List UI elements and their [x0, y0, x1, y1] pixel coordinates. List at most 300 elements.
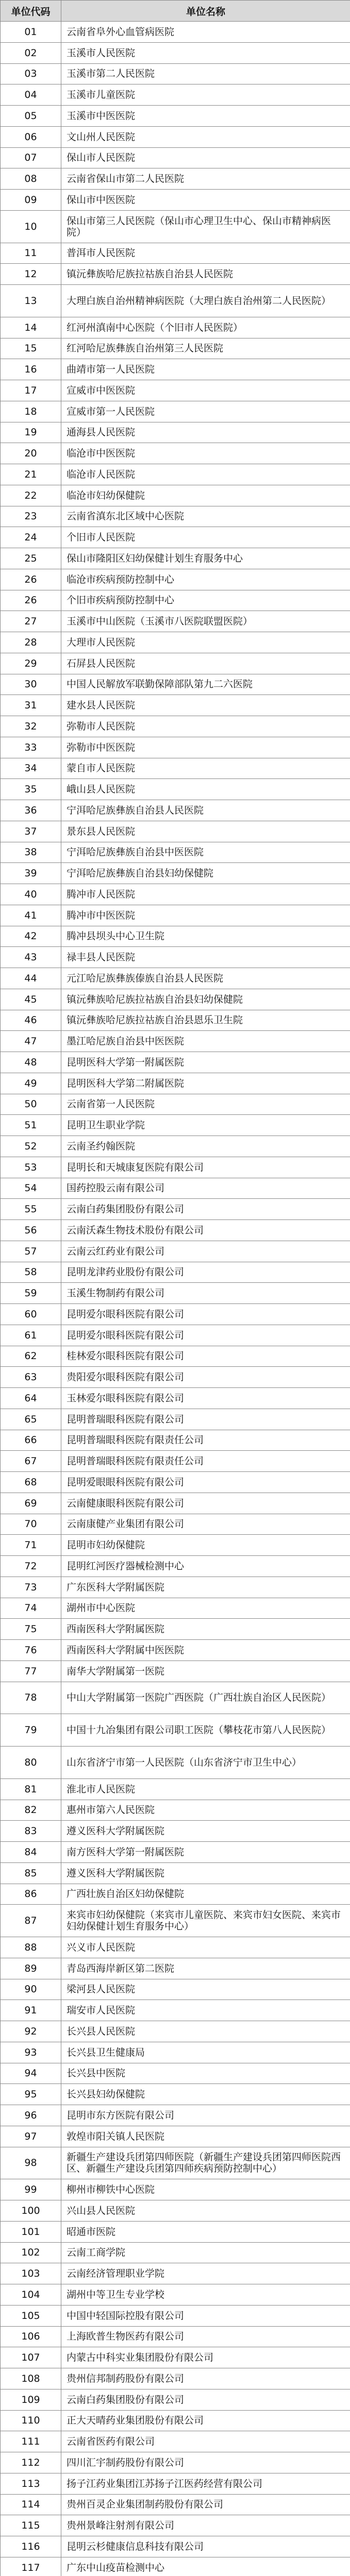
- unit-name-cell: 内蒙古中科实业集团股份有限公司: [61, 2347, 350, 2368]
- table-row: [1, 590, 350, 611]
- unit-name-cell: 镇沅彝族哈尼族拉祜族自治县恩乐卫生院: [61, 1010, 350, 1031]
- unit-code-cell: 92: [1, 2021, 61, 2042]
- unit-code-cell: 45: [1, 989, 61, 1010]
- unit-code-cell: 84: [1, 1842, 61, 1863]
- table-row: [1, 338, 350, 359]
- unit-code-cell: 113: [1, 2473, 61, 2494]
- unit-name-cell: 腾冲县坝头中心卫生院: [61, 926, 350, 947]
- table-row: [1, 1884, 350, 1905]
- unit-code-cell: 56: [1, 1220, 61, 1241]
- table-row: [1, 1862, 350, 1884]
- unit-name-cell: 广西壮族自治区妇幼保健院: [61, 1884, 350, 1905]
- unit-code-cell: 42: [1, 926, 61, 947]
- unit-name-cell: 昭通市医院: [61, 2221, 350, 2242]
- unit-name-cell: 广东中山疫苗检测中心: [61, 2557, 350, 2576]
- unit-code-cell: 14: [1, 317, 61, 338]
- unit-name-cell: 云南工商学院: [61, 2242, 350, 2263]
- table-row: [1, 1842, 350, 1863]
- unit-code-cell: 09: [1, 190, 61, 211]
- unit-name-cell: 昆明爱尔眼科医院有限公司: [61, 1325, 350, 1346]
- unit-code-cell: 54: [1, 1178, 61, 1199]
- unit-code-cell: 01: [1, 22, 61, 43]
- unit-code-cell: 110: [1, 2410, 61, 2431]
- unit-name-cell: 中国中轻国际控股有限公司: [61, 2305, 350, 2326]
- unit-code-cell: 95: [1, 2084, 61, 2105]
- unit-code-cell: 35: [1, 779, 61, 800]
- unit-code-cell: 04: [1, 84, 61, 106]
- unit-name-cell: 元江哈尼族彝族傣族自治县人民医院: [61, 968, 350, 989]
- table-row: [1, 2494, 350, 2515]
- unit-name-cell: 昆明爱眼眼科医院有限公司: [61, 1472, 350, 1493]
- table-row: [1, 380, 350, 401]
- unit-code-cell: 47: [1, 1031, 61, 1052]
- unit-name-cell: 昆明市妇幼保健院: [61, 1535, 350, 1556]
- unit-name-cell: 临沧市中医医院: [61, 443, 350, 464]
- table-row: [1, 1619, 350, 1640]
- table-row: [1, 126, 350, 147]
- unit-name-cell: 青岛西海岸新区第二医院: [61, 1958, 350, 1979]
- unit-name-cell: 兴义市人民医院: [61, 1937, 350, 1958]
- unit-code-cell: 51: [1, 1115, 61, 1136]
- unit-name-cell: 云南圣约翰医院: [61, 1136, 350, 1157]
- unit-name-cell: 宁洱哈尼族彝族自治县妇幼保健院: [61, 863, 350, 884]
- table-row: [1, 821, 350, 842]
- unit-code-cell: 62: [1, 1346, 61, 1367]
- table-row: [1, 1115, 350, 1136]
- unit-code-cell: 66: [1, 1430, 61, 1451]
- table-row: [1, 548, 350, 569]
- unit-name-cell: 腾冲市人民医院: [61, 884, 350, 905]
- unit-name-cell: 保山市隆阳区妇幼保健计划生育服务中心: [61, 548, 350, 569]
- unit-code-cell: 18: [1, 401, 61, 422]
- unit-code-cell: 69: [1, 1493, 61, 1514]
- unit-code-cell: 109: [1, 2389, 61, 2410]
- unit-name-cell: 景东县人民医院: [61, 821, 350, 842]
- table-row: [1, 632, 350, 653]
- unit-name-cell: 柳州市柳铁中心医院: [61, 2179, 350, 2200]
- table-row: [1, 1493, 350, 1514]
- table-row: [1, 1577, 350, 1598]
- unit-name-cell: 长兴县妇幼保健院: [61, 2084, 350, 2105]
- table-row: [1, 2557, 350, 2576]
- unit-name-cell: 镇沅彝族哈尼族拉祜族自治县人民医院: [61, 264, 350, 285]
- table-row: [1, 2063, 350, 2084]
- unit-name-cell: 遵义医科大学附属医院: [61, 1862, 350, 1884]
- table-row: [1, 210, 350, 243]
- table-row: [1, 1010, 350, 1031]
- unit-name-cell: 西南医科大学附属中医医院: [61, 1640, 350, 1661]
- unit-code-cell: 80: [1, 1747, 61, 1779]
- unit-name-cell: 山东省济宁市第一人民医院（山东省济宁市卫生中心）: [61, 1747, 350, 1779]
- header-row: [1, 1, 350, 22]
- unit-code-cell: 89: [1, 1958, 61, 1979]
- table-row: [1, 168, 350, 190]
- table-row: [1, 1199, 350, 1220]
- table-row: [1, 716, 350, 737]
- table-row: [1, 2452, 350, 2473]
- unit-name-cell: 昆明市东方医院有限公司: [61, 2105, 350, 2126]
- table-row: [1, 1778, 350, 1800]
- table-row: [1, 1451, 350, 1472]
- table-row: [1, 2084, 350, 2105]
- unit-code-cell: 88: [1, 1937, 61, 1958]
- table-row: [1, 2431, 350, 2452]
- unit-code-cell: 07: [1, 147, 61, 168]
- unit-name-cell: 大理市人民医院: [61, 632, 350, 653]
- unit-name-cell: 曲靖市第一人民医院: [61, 359, 350, 380]
- unit-name-cell: 保山市人民医院: [61, 147, 350, 168]
- unit-name-cell: 云南经济管理职业学院: [61, 2263, 350, 2284]
- unit-code-cell: 83: [1, 1821, 61, 1842]
- unit-code-cell: 115: [1, 2515, 61, 2536]
- unit-name-cell: 文山州人民医院: [61, 126, 350, 147]
- unit-name-cell: 昆明长和天城康复医院有限公司: [61, 1157, 350, 1178]
- unit-name-cell: 玉溪市中医医院: [61, 106, 350, 127]
- unit-code-cell: 26: [1, 590, 61, 611]
- table-row: [1, 1747, 350, 1779]
- unit-code-cell: 116: [1, 2536, 61, 2557]
- unit-code-cell: 17: [1, 380, 61, 401]
- unit-code-cell: 94: [1, 2063, 61, 2084]
- unit-code-cell: 19: [1, 422, 61, 443]
- unit-code-cell: 49: [1, 1073, 61, 1094]
- table-row: [1, 2242, 350, 2263]
- unit-name-cell: 玉溪市第二人民医院: [61, 63, 350, 84]
- table-row: [1, 947, 350, 968]
- table-row: [1, 2221, 350, 2242]
- table-row: [1, 2326, 350, 2347]
- unit-name-cell: 临沧市人民医院: [61, 464, 350, 485]
- unit-code-cell: 41: [1, 905, 61, 926]
- unit-name-cell: 镇沅彝族哈尼族拉祜族自治县妇幼保健院: [61, 989, 350, 1010]
- unit-name-cell: 瑞安市人民医院: [61, 2000, 350, 2021]
- table-row: [1, 2000, 350, 2021]
- unit-code-cell: 101: [1, 2221, 61, 2242]
- unit-code-cell: 25: [1, 548, 61, 569]
- table-row: [1, 1472, 350, 1493]
- unit-code-cell: 39: [1, 863, 61, 884]
- table-row: [1, 243, 350, 264]
- unit-code-cell: 21: [1, 464, 61, 485]
- unit-code-cell: 87: [1, 1905, 61, 1937]
- table-row: [1, 1800, 350, 1821]
- unit-name-cell: 南华大学附属第一医院: [61, 1660, 350, 1682]
- unit-name-cell: 通海县人民医院: [61, 422, 350, 443]
- table-row: [1, 190, 350, 211]
- table-row: [1, 1304, 350, 1325]
- unit-name-cell: 云南省保山市第二人民医院: [61, 168, 350, 190]
- table-row: [1, 485, 350, 506]
- table-row: [1, 1535, 350, 1556]
- unit-code-cell: 74: [1, 1598, 61, 1619]
- unit-code-cell: 68: [1, 1472, 61, 1493]
- table-row: [1, 1367, 350, 1388]
- table-row: [1, 863, 350, 884]
- unit-code-cell: 61: [1, 1325, 61, 1346]
- table-row: [1, 527, 350, 548]
- table-row: [1, 2389, 350, 2410]
- table-row: [1, 737, 350, 758]
- table-row: [1, 1094, 350, 1115]
- unit-name-cell: 玉溪市儿童医院: [61, 84, 350, 106]
- unit-name-cell: 中国十九冶集团有限公司职工医院（攀枝花市第八人民医院）: [61, 1714, 350, 1747]
- unit-name-cell: 云南省第一人民医院: [61, 1094, 350, 1115]
- table-row: [1, 2263, 350, 2284]
- table-row: [1, 1640, 350, 1661]
- unit-name-cell: 禄丰县人民医院: [61, 947, 350, 968]
- unit-name-cell: 中国人民解放军联勤保障部队第九二六医院: [61, 674, 350, 695]
- unit-code-cell: 28: [1, 632, 61, 653]
- table-row: [1, 1283, 350, 1304]
- table-row: [1, 84, 350, 106]
- unit-code-cell: 112: [1, 2452, 61, 2473]
- unit-name-cell: 宣威市第一人民医院: [61, 401, 350, 422]
- unit-name-cell: 长兴县卫生健康局: [61, 2042, 350, 2063]
- table-row: [1, 1262, 350, 1283]
- table-row: [1, 42, 350, 63]
- unit-code-cell: 58: [1, 1262, 61, 1283]
- table-row: [1, 1409, 350, 1430]
- table-row: [1, 1325, 350, 1346]
- unit-code-cell: 29: [1, 653, 61, 674]
- table-row: [1, 2347, 350, 2368]
- table-row: [1, 1714, 350, 1747]
- unit-code-cell: 64: [1, 1388, 61, 1409]
- table-row: [1, 884, 350, 905]
- table-row: [1, 674, 350, 695]
- unit-code-cell: 53: [1, 1157, 61, 1178]
- unit-code-cell: 36: [1, 800, 61, 821]
- unit-code-cell: 52: [1, 1136, 61, 1157]
- table-row: [1, 1136, 350, 1157]
- table-row: [1, 989, 350, 1010]
- unit-code-cell: 78: [1, 1682, 61, 1714]
- table-row: [1, 1660, 350, 1682]
- unit-code-cell: 70: [1, 1514, 61, 1535]
- table-row: [1, 926, 350, 947]
- unit-code-cell: 105: [1, 2305, 61, 2326]
- unit-name-cell: 云南省阜外心血管病医院: [61, 22, 350, 43]
- table-row: [1, 1979, 350, 2000]
- table-row: [1, 1514, 350, 1535]
- unit-code-cell: 46: [1, 1010, 61, 1031]
- unit-name-cell: 贵州百灵企业集团制药股份有限公司: [61, 2494, 350, 2515]
- unit-code-cell: 102: [1, 2242, 61, 2263]
- unit-name-cell: 玉林爱尔眼科医院有限公司: [61, 1388, 350, 1409]
- unit-name-cell: 蒙自市人民医院: [61, 758, 350, 779]
- unit-code-cell: 10: [1, 210, 61, 243]
- unit-code-cell: 93: [1, 2042, 61, 2063]
- table-row: [1, 2410, 350, 2431]
- unit-name-cell: 昆明普瑞眼科医院有限责任公司: [61, 1451, 350, 1472]
- unit-name-cell: 兴山县人民医院: [61, 2200, 350, 2222]
- table-row: [1, 1220, 350, 1241]
- unit-name-cell: 弥勒市人民医院: [61, 716, 350, 737]
- table-row: [1, 2200, 350, 2222]
- unit-name-cell: 宁洱哈尼族彝族自治县人民医院: [61, 800, 350, 821]
- unit-name-cell: 墨江哈尼族自治县中医医院: [61, 1031, 350, 1052]
- unit-name-cell: 敦煌市阳关镇人民医院: [61, 2126, 350, 2147]
- unit-name-cell: 保山市第三人民医院（保山市心理卫生中心、保山市精神病医院）: [61, 210, 350, 243]
- unit-code-cell: 02: [1, 42, 61, 63]
- table-row: [1, 401, 350, 422]
- table-row: [1, 106, 350, 127]
- unit-name-cell: 云南省医药有限公司: [61, 2431, 350, 2452]
- unit-code-cell: 72: [1, 1556, 61, 1577]
- unit-code-cell: 43: [1, 947, 61, 968]
- unit-name-cell: 临沧市妇幼保健院: [61, 485, 350, 506]
- table-row: [1, 1241, 350, 1262]
- unit-name-cell: 扬子江药业集团江苏扬子江医药经营有限公司: [61, 2473, 350, 2494]
- table-row: [1, 2126, 350, 2147]
- unit-code-cell: 60: [1, 1304, 61, 1325]
- unit-code-cell: 03: [1, 63, 61, 84]
- table-row: [1, 1178, 350, 1199]
- table-row: [1, 611, 350, 632]
- unit-name-cell: 中山大学附属第一医院广西医院（广西壮族自治区人民医院）: [61, 1682, 350, 1714]
- unit-name-cell: 云南健康眼科医院有限公司: [61, 1493, 350, 1514]
- unit-code-cell: 79: [1, 1714, 61, 1747]
- table-row: [1, 2179, 350, 2200]
- unit-code-cell: 91: [1, 2000, 61, 2021]
- table-row: [1, 2021, 350, 2042]
- unit-code-cell: 71: [1, 1535, 61, 1556]
- table-row: [1, 1430, 350, 1451]
- unit-code-cell: 34: [1, 758, 61, 779]
- unit-code-cell: 16: [1, 359, 61, 380]
- unit-name-cell: 腾冲市中医医院: [61, 905, 350, 926]
- unit-code-cell: 117: [1, 2557, 61, 2576]
- unit-name-cell: 昆明医科大学第二附属医院: [61, 1073, 350, 1094]
- table-row: [1, 2536, 350, 2557]
- table-row: [1, 2284, 350, 2306]
- unit-name-cell: 石屏县人民医院: [61, 653, 350, 674]
- header-unit-code: 单位代码: [1, 1, 61, 22]
- table-row: [1, 569, 350, 590]
- table-row: [1, 758, 350, 779]
- table-row: [1, 1157, 350, 1178]
- table-row: [1, 2368, 350, 2389]
- table-row: [1, 2473, 350, 2494]
- unit-name-cell: 正大天晴药业集团股份有限公司: [61, 2410, 350, 2431]
- table-row: [1, 968, 350, 989]
- unit-code-cell: 26: [1, 569, 61, 590]
- unit-code-cell: 31: [1, 695, 61, 716]
- unit-code-cell: 104: [1, 2284, 61, 2306]
- table-row: [1, 695, 350, 716]
- unit-name-cell: 弥勒市中医医院: [61, 737, 350, 758]
- table-row: [1, 1388, 350, 1409]
- unit-name-cell: 建水县人民医院: [61, 695, 350, 716]
- unit-code-cell: 08: [1, 168, 61, 190]
- unit-code-cell: 67: [1, 1451, 61, 1472]
- unit-code-cell: 33: [1, 737, 61, 758]
- unit-name-cell: 玉溪市中山医院（玉溪市八医院联盟医院）: [61, 611, 350, 632]
- unit-name-cell: 云南云红药业有限公司: [61, 1241, 350, 1262]
- unit-name-cell: 昆明红河医疗器械检测中心: [61, 1556, 350, 1577]
- unit-name-cell: 昆明爱尔眼科医院有限公司: [61, 1304, 350, 1325]
- table-row: [1, 2042, 350, 2063]
- unit-code-cell: 103: [1, 2263, 61, 2284]
- unit-name-cell: 玉溪生物制药有限公司: [61, 1283, 350, 1304]
- unit-code-cell: 106: [1, 2326, 61, 2347]
- unit-code-cell: 44: [1, 968, 61, 989]
- unit-code-cell: 37: [1, 821, 61, 842]
- unit-name-cell: 保山市中医医院: [61, 190, 350, 211]
- unit-code-cell: 114: [1, 2494, 61, 2515]
- unit-code-cell: 11: [1, 243, 61, 264]
- unit-name-cell: 贵阳爱尔眼科医院有限公司: [61, 1367, 350, 1388]
- table-row: [1, 147, 350, 168]
- unit-name-cell: 湖州市中心医院: [61, 1598, 350, 1619]
- unit-code-cell: 38: [1, 842, 61, 863]
- table-row: [1, 2515, 350, 2536]
- unit-code-cell: 55: [1, 1199, 61, 1220]
- unit-name-cell: 云南康健产业集团有限公司: [61, 1514, 350, 1535]
- unit-name-cell: 云南沃森生物技术股份有限公司: [61, 1220, 350, 1241]
- unit-name-cell: 淮北市人民医院: [61, 1778, 350, 1800]
- unit-code-cell: 82: [1, 1800, 61, 1821]
- unit-name-cell: 个旧市人民医院: [61, 527, 350, 548]
- table-row: [1, 1556, 350, 1577]
- unit-name-cell: 长兴县中医院: [61, 2063, 350, 2084]
- unit-name-cell: 大理白族自治州精神病医院（大理白族自治州第二人民医院）: [61, 285, 350, 317]
- unit-code-cell: 12: [1, 264, 61, 285]
- unit-code-cell: 81: [1, 1778, 61, 1800]
- table-row: [1, 800, 350, 821]
- table-row: [1, 1598, 350, 1619]
- unit-code-cell: 86: [1, 1884, 61, 1905]
- unit-name-cell: 玉溪市人民医院: [61, 42, 350, 63]
- unit-code-cell: 85: [1, 1862, 61, 1884]
- unit-code-cell: 107: [1, 2347, 61, 2368]
- table-row: [1, 63, 350, 84]
- unit-code-cell: 27: [1, 611, 61, 632]
- unit-name-cell: 国药控股云南有限公司: [61, 1178, 350, 1199]
- table-row: [1, 285, 350, 317]
- table-row: [1, 2105, 350, 2126]
- unit-name-cell: 临沧市疾病预防控制中心: [61, 569, 350, 590]
- unit-code-cell: 90: [1, 1979, 61, 2000]
- unit-code-cell: 73: [1, 1577, 61, 1598]
- table-row: [1, 1052, 350, 1073]
- unit-name-cell: 长兴县人民医院: [61, 2021, 350, 2042]
- unit-name-cell: 昆明龙津药业股份有限公司: [61, 1262, 350, 1283]
- unit-code-cell: 05: [1, 106, 61, 127]
- unit-name-cell: 桂林爱尔眼科医院有限公司: [61, 1346, 350, 1367]
- unit-name-cell: 昆明卫生职业学院: [61, 1115, 350, 1136]
- unit-code-cell: 63: [1, 1367, 61, 1388]
- unit-name-cell: 新疆生产建设兵团第四师医院（新疆生产建设兵团第四师医院西区、新疆生产建设兵团第四师疾病预防控制中心）: [61, 2147, 350, 2179]
- table-row: [1, 422, 350, 443]
- table-row: [1, 842, 350, 863]
- unit-name-cell: 梁河县人民医院: [61, 1979, 350, 2000]
- table-row: [1, 1346, 350, 1367]
- unit-code-cell: 40: [1, 884, 61, 905]
- unit-name-cell: 红河哈尼族彝族自治州第三人民医院: [61, 338, 350, 359]
- unit-name-cell: 惠州市第六人民医院: [61, 1800, 350, 1821]
- header-unit-name: 单位名称: [61, 1, 350, 22]
- unit-name-cell: 普洱市人民医院: [61, 243, 350, 264]
- unit-code-cell: 48: [1, 1052, 61, 1073]
- table-row: [1, 779, 350, 800]
- unit-code-cell: 32: [1, 716, 61, 737]
- table-row: [1, 1682, 350, 1714]
- unit-code-cell: 15: [1, 338, 61, 359]
- unit-name-cell: 昆明普瑞眼科医院有限公司: [61, 1409, 350, 1430]
- unit-name-cell: 广东医科大学附属医院: [61, 1577, 350, 1598]
- unit-code-cell: 98: [1, 2147, 61, 2179]
